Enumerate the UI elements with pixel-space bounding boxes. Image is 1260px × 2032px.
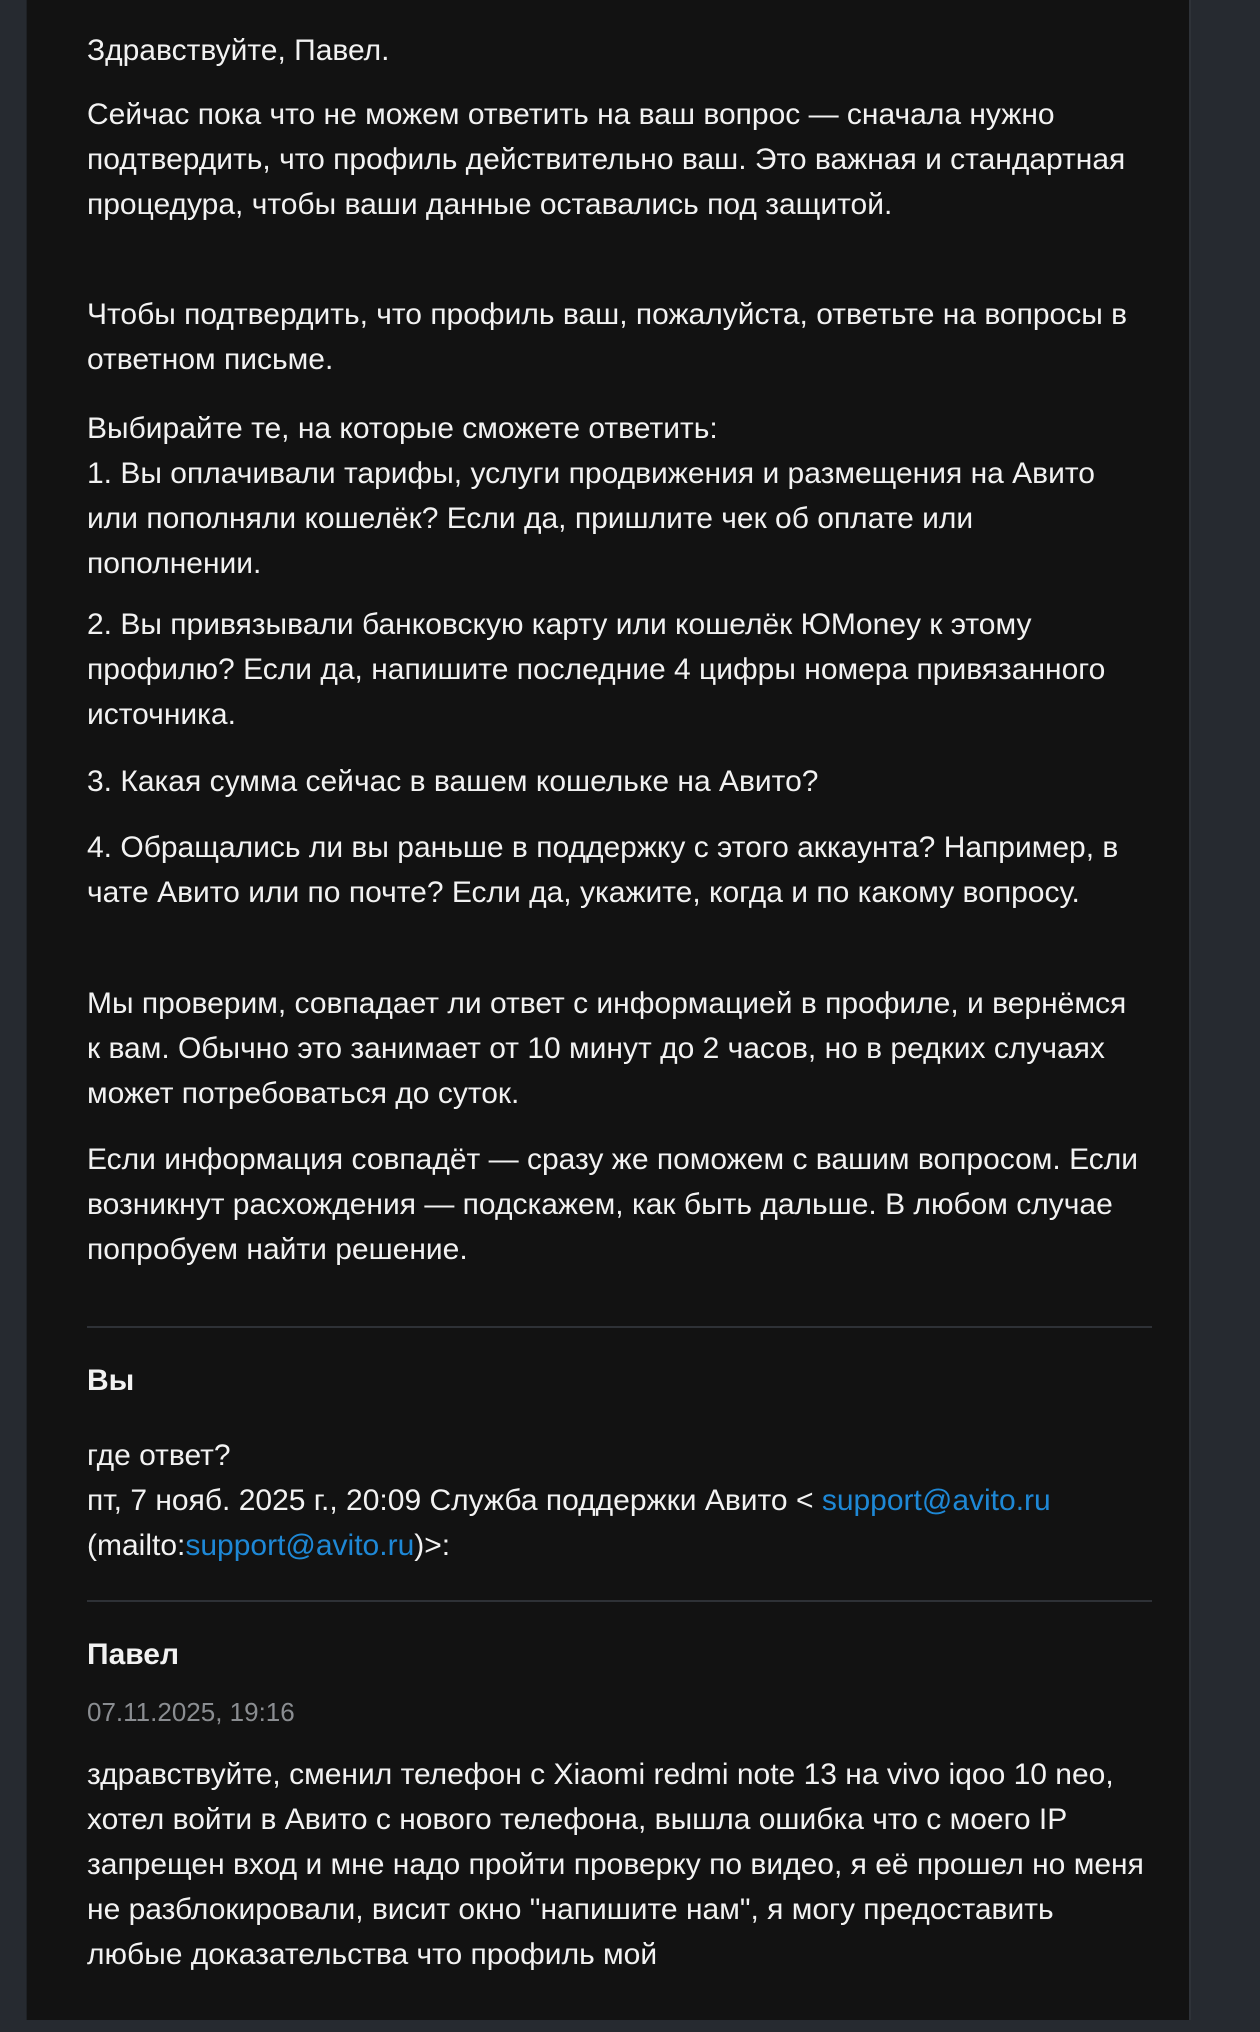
paragraph-timing: Мы проверим, совпадает ли ответ с информацией в профиле, и вернёмся к вам. Обычно это занимает от 10 минут до 2 часов, но в редких случаях может потребоваться до суток. xyxy=(87,987,1127,1110)
mailto-prefix: (mailto: xyxy=(87,1529,186,1562)
mailto-suffix: )>: xyxy=(414,1529,451,1562)
question-2: 2. Вы привязывали банковскую карту или кошелёк ЮMoney к этому профилю? Если да, напишите последние 4 цифры номера привязанного источника. xyxy=(87,608,1106,731)
paragraph-instructions: Чтобы подтвердить, что профиль ваш, пожалуйста, ответьте на вопросы в ответном письме. xyxy=(87,298,1128,376)
quote-prefix: пт, 7 нояб. 2025 г., 20:09 Служба поддержки Авито < xyxy=(87,1484,822,1517)
divider xyxy=(87,1326,1152,1328)
questions-intro-block xyxy=(87,406,1147,586)
message-panel xyxy=(26,0,1191,2020)
question-1: 1. Вы оплачивали тарифы, услуги продвижения и размещения на Авито или пополняли кошелёк? Если да, пришлите чек об оплате или пополнении. xyxy=(87,457,1095,580)
paragraph-verification: Сейчас пока что не можем ответить на ваш вопрос — сначала нужно подтвердить, что профиль действительно ваш. Это важная и стандартная процедура, чтобы ваши данные оставались под защитой. xyxy=(87,98,1126,221)
support-email-link[interactable]: support@avito.ru xyxy=(821,1484,1051,1517)
greeting-text: Здравствуйте, Павел. xyxy=(87,34,390,67)
paragraph-resolution: Если информация совпадёт — сразу же поможем с вашим вопросом. Если возникнут расхождения — подскажем, как быть дальше. В любом случае попробуем найти решение. xyxy=(87,1143,1139,1266)
original-message-text: здравствуйте, сменил телефон с Xiaomi redmi note 13 на vivo iqoo 10 neo, хотел войти в Авито с нового телефона, вышла ошибка что с моего IP запрещен вход и мне надо пройти проверку по видео, я её прошел но меня не разблокировали, висит окно "напишите нам", я могу предоставить любые доказательства что профиль мой xyxy=(87,1758,1144,1971)
reply-author: Вы xyxy=(87,1364,135,1397)
reply-text: где ответ? xyxy=(87,1439,231,1472)
mailto-email-link[interactable]: support@avito.ru xyxy=(185,1529,415,1562)
quote-header xyxy=(87,1478,1051,1568)
questions-intro: Выбирайте те, на которые сможете ответить: xyxy=(87,412,718,445)
reply-message xyxy=(87,1433,1051,1568)
divider xyxy=(87,1600,1152,1602)
question-4: 4. Обращались ли вы раньше в поддержку с этого аккаунта? Например, в чате Авито или по почте? Если да, укажите, когда и по какому вопросу. xyxy=(87,831,1119,909)
question-3: 3. Какая сумма сейчас в вашем кошельке на Авито? xyxy=(87,765,819,798)
original-author: Павел xyxy=(87,1638,180,1671)
message-timestamp: 07.11.2025, 19:16 xyxy=(87,1697,295,1727)
